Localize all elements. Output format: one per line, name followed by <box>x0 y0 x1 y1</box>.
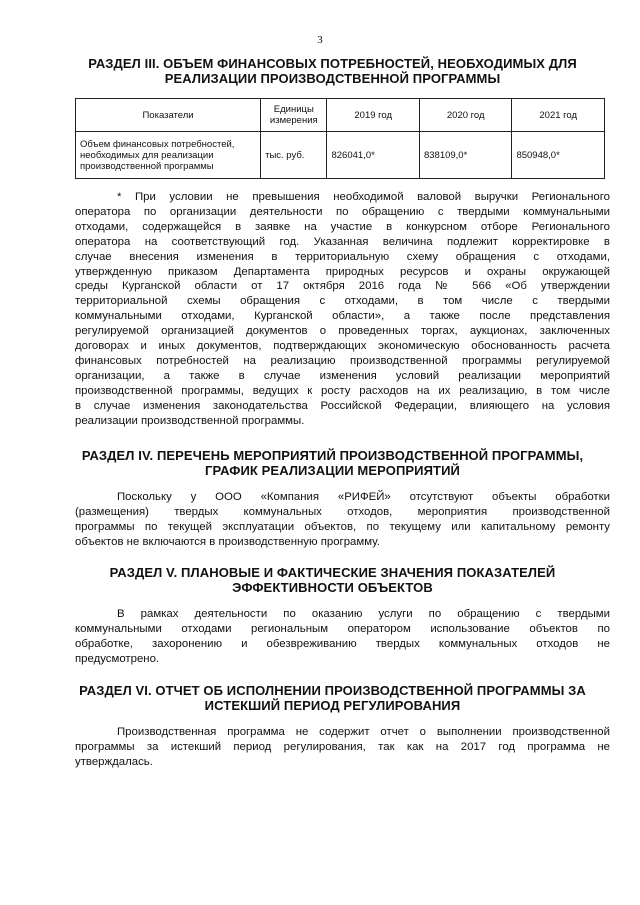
text-line: территориальной схемы обращения с отходами, в том числе с твердыми <box>75 295 610 308</box>
text-line: организации, а также в случае изменения условий реализации мероприятий <box>75 369 610 382</box>
cell-unit: тыс. руб. <box>261 132 327 179</box>
text-line: программы по текущей эксплуатации объектов, по текущему или капитальному ремонту <box>75 520 610 533</box>
section-4-heading <box>60 448 605 478</box>
header-indicator: Показатели <box>76 99 261 132</box>
header-year-2020: 2020 год <box>419 99 511 132</box>
cell-2020: 838109,0* <box>419 132 511 179</box>
cell-2021: 850948,0* <box>512 132 605 179</box>
heading-line: РЕАЛИЗАЦИИ ПРОИЗВОДСТВЕННОЙ ПРОГРАММЫ <box>164 71 501 86</box>
text-line: регулируемой организацией документов о проведенных торгах, аукционах, заключенных <box>75 325 610 338</box>
text-line: объектов не включаются в производственную программу. <box>75 535 380 548</box>
header-unit: Единицы измерения <box>261 99 327 132</box>
text-line: случае внесения изменения в территориальную схему обращения с отходами, <box>75 250 610 263</box>
text-line: в случае изменения законодательства Российской Федерации, влияющего на условия <box>75 399 610 412</box>
text-line: Поскольку у ООО «Компания «РИФЕЙ» отсутствуют объекты обработки <box>117 491 610 503</box>
heading-line: ГРАФИК РЕАЛИЗАЦИИ МЕРОПРИЯТИЙ <box>205 463 460 478</box>
heading-line: РАЗДЕЛ III. ОБЪЕМ ФИНАНСОВЫХ ПОТРЕБНОСТЕЙ, НЕОБХОДИМЫХ ДЛЯ <box>88 56 577 71</box>
text-line: утвержденную приказом Департамента природных ресурсов и охраны окружающей <box>75 265 610 278</box>
text-line: коммунальными отходами региональным оператором использование объектов по <box>75 622 610 635</box>
page-number: 3 <box>317 34 323 46</box>
text-line: договорах и иных документов, подтверждающих экономическую обоснованность расчета <box>75 340 610 353</box>
text-line: (размещения) твердых коммунальных отходов, мероприятия производственной <box>75 505 610 518</box>
text-line: В рамках деятельности по оказанию услуги по обращению с твердыми <box>117 608 610 620</box>
text-line: оператора на соответствующий год. Указанная величина подлежит корректировке в <box>75 235 610 248</box>
header-year-2019: 2019 год <box>327 99 419 132</box>
text-line: программы за истекший период регулирования, так как на 2017 год программа не <box>75 740 610 753</box>
table-row <box>76 132 605 179</box>
section-3-heading <box>60 56 605 86</box>
text-line: реализации производственной программы. <box>75 414 305 427</box>
section-5-text <box>75 607 610 667</box>
table-header-row <box>76 99 605 132</box>
cell-2019: 826041,0* <box>327 132 419 179</box>
heading-line: РАЗДЕЛ VI. ОТЧЕТ ОБ ИСПОЛНЕНИИ ПРОИЗВОДСТВЕННОЙ ПРОГРАММЫ ЗА <box>79 683 586 698</box>
text-line: обработке, захоронению и обезвреживанию твердых коммунальных отходов не <box>75 637 610 650</box>
text-line: производственной программы, ведущих к росту расходов на их реализацию, в том числе <box>75 384 610 397</box>
text-line: Производственная программа не содержит отчет о выполнении производственной <box>117 726 610 738</box>
section-5-heading <box>60 565 605 595</box>
section-4-text <box>75 490 610 550</box>
financial-needs-table <box>75 98 605 179</box>
header-year-2021: 2021 год <box>512 99 605 132</box>
text-line: отходами, содержащейся в заявке на участие в конкурсном отборе Регионального <box>75 220 610 233</box>
text-line: финансовых потребностей на реализацию производственной программы регулируемой <box>75 354 610 367</box>
text-line: утверждалась. <box>75 755 153 768</box>
heading-line: ЭФФЕКТИВНОСТИ ОБЪЕКТОВ <box>232 580 433 595</box>
text-line: среды Курганской области от 17 октября 2016 года № 566 «Об утверждении <box>75 280 610 293</box>
cell-indicator: Объем финансовых потребностей, необходимых для реализации производственной программы <box>76 132 261 179</box>
section-6-text <box>75 725 610 770</box>
heading-line: ИСТЕКШИЙ ПЕРИОД РЕГУЛИРОВАНИЯ <box>204 698 461 713</box>
text-line: * При условии не превышения необходимой валовой выручки Регионального <box>117 191 610 203</box>
section-6-heading <box>60 683 605 713</box>
text-line: коммунальными отходами, Курганской области», а также после представления <box>75 310 610 323</box>
heading-line: РАЗДЕЛ V. ПЛАНОВЫЕ И ФАКТИЧЕСКИЕ ЗНАЧЕНИЯ ПОКАЗАТЕЛЕЙ <box>109 565 556 580</box>
heading-line: РАЗДЕЛ IV. ПЕРЕЧЕНЬ МЕРОПРИЯТИЙ ПРОИЗВОДСТВЕННОЙ ПРОГРАММЫ, <box>81 448 584 463</box>
text-line: оператора по организации деятельности по обращению с твердыми коммунальными <box>75 205 610 218</box>
text-line: предусмотрено. <box>75 652 160 665</box>
section-3-footnote <box>75 190 610 429</box>
